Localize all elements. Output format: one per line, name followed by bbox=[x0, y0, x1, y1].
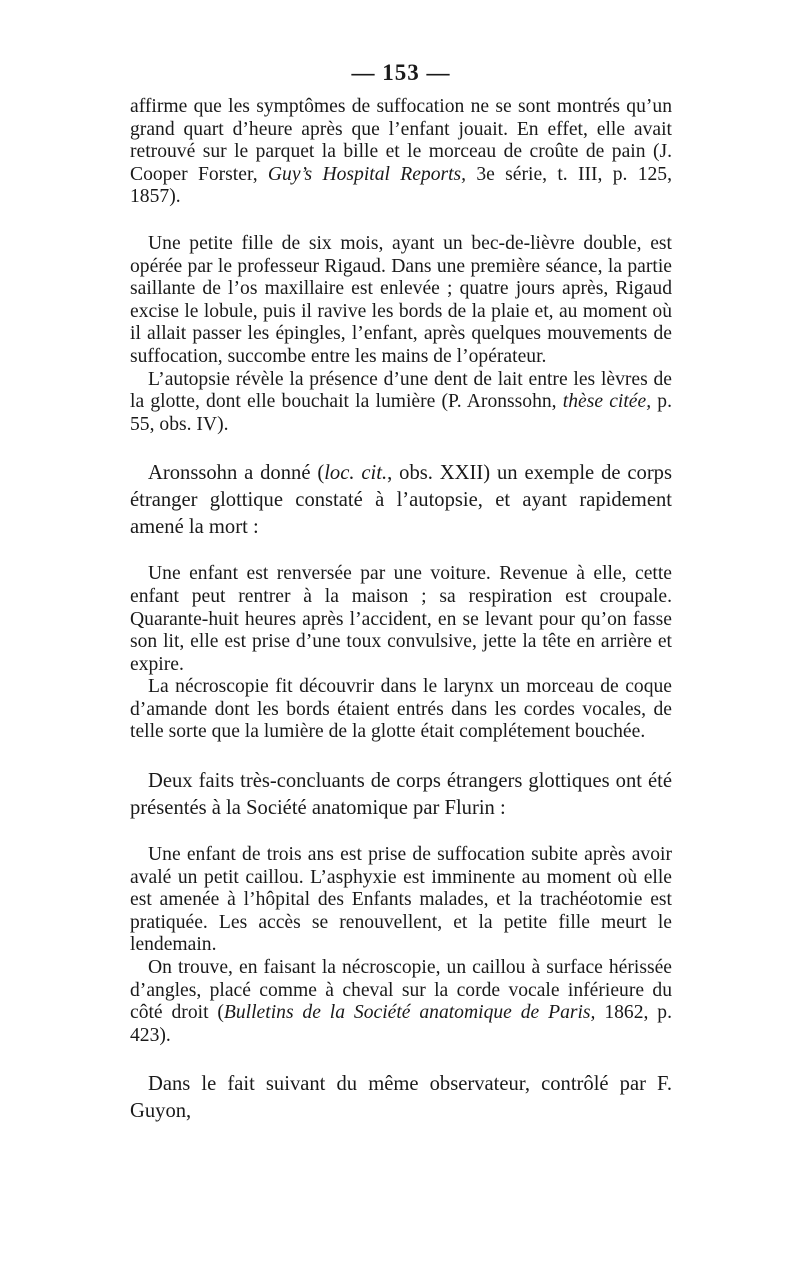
text-run: 3e série, t. III, p. 125, 1857). bbox=[130, 163, 672, 208]
citation-title: thèse citée, bbox=[562, 391, 652, 413]
paragraph-carriage-necropsy: La nécroscopie fit découvrir dans le larynx un morceau de coque d’amande dont les bords étaient entrés dans les cordes vocales, de telle sorte que la lumière de la glotte était complétement bouchée. bbox=[130, 676, 672, 743]
paragraph-rigaud-autopsy bbox=[130, 369, 672, 437]
paragraph-pebble-case: Une enfant de trois ans est prise de suffocation subite après avoir avalé un petit caillou. L’asphyxie est imminente au moment où elle est amenée à l’hôpital des Enfants malades, et la trachéotomie est pratiquée. Les accès se renouvellent, et la petite fille meurt le lendemain. bbox=[130, 844, 672, 956]
text-run: On trouve, en faisant la nécroscopie, un caillou à surface hérissée d’angles, placé comme à cheval sur la corde vocale inférieure du côté droit ( bbox=[130, 957, 672, 1024]
paragraph-guyon-intro: Dans le fait suivant du même observateur, contrôlé par F. Guyon, bbox=[130, 1073, 672, 1123]
paragraph-pebble-necropsy bbox=[130, 957, 672, 1047]
paragraph-rigaud-case: Une petite fille de six mois, ayant un bec-de-lièvre double, est opérée par le professeur Rigaud. Dans une première séance, la partie saillante de l’os maxillaire est enlevée ; quatre jours après, Rigaud excise le lobule, puis il ravive les bords de la plaie et, au moment où il allait passer les épingles, l’enfant, après quelques mouvements de suffocation, succombe entre les mains de l’opérateur. bbox=[130, 232, 672, 367]
citation-title: Guy’s Hospital Reports, bbox=[267, 163, 467, 185]
text-run: 1862, p. 423). bbox=[130, 1002, 672, 1046]
text-run: Aronssohn a donné ( bbox=[148, 462, 325, 485]
text-run: , obs. XXII) un exemple de corps étranger glottique constaté à l’autopsie, et ayant rapidement amené la mort : bbox=[130, 462, 672, 539]
book-page bbox=[130, 58, 672, 1125]
citation-reference: loc. cit. bbox=[324, 462, 388, 485]
text-run: L’autopsie révèle la présence d’une dent de lait entre les lèvres de la glotte, dont elle bouchait la lumière (P. Aronssohn, bbox=[130, 368, 672, 413]
paragraph-flurin-intro: Deux faits très-concluants de corps étrangers glottiques ont été présentés à la Société anatomique par Flurin : bbox=[130, 770, 672, 820]
text-run: p. 55, obs. IV). bbox=[130, 391, 672, 435]
citation-title: Bulletins de la Société anatomique de Paris, bbox=[223, 1002, 596, 1024]
paragraph-aronssohn-intro bbox=[130, 460, 672, 541]
text-run: affirme que les symptômes de suffocation ne se sont montrés qu’un grand quart d’heure après que l’enfant jouait. En effet, elle avait retrouvé sur le parquet la bille et le morceau de croûte de pain (J. Cooper Forster, bbox=[130, 96, 672, 185]
paragraph-carriage-case: Une enfant est renversée par une voiture. Revenue à elle, cette enfant peut rentrer à la maison ; sa respiration est croupale. Quarante-huit heures après l’accident, en se levant pour qu’on fasse son lit, elle est prise d’une toux convulsive, jette la tête en arrière et expire. bbox=[130, 563, 672, 675]
paragraph-forster-case bbox=[130, 96, 672, 209]
page-number: — 153 — bbox=[351, 60, 451, 85]
